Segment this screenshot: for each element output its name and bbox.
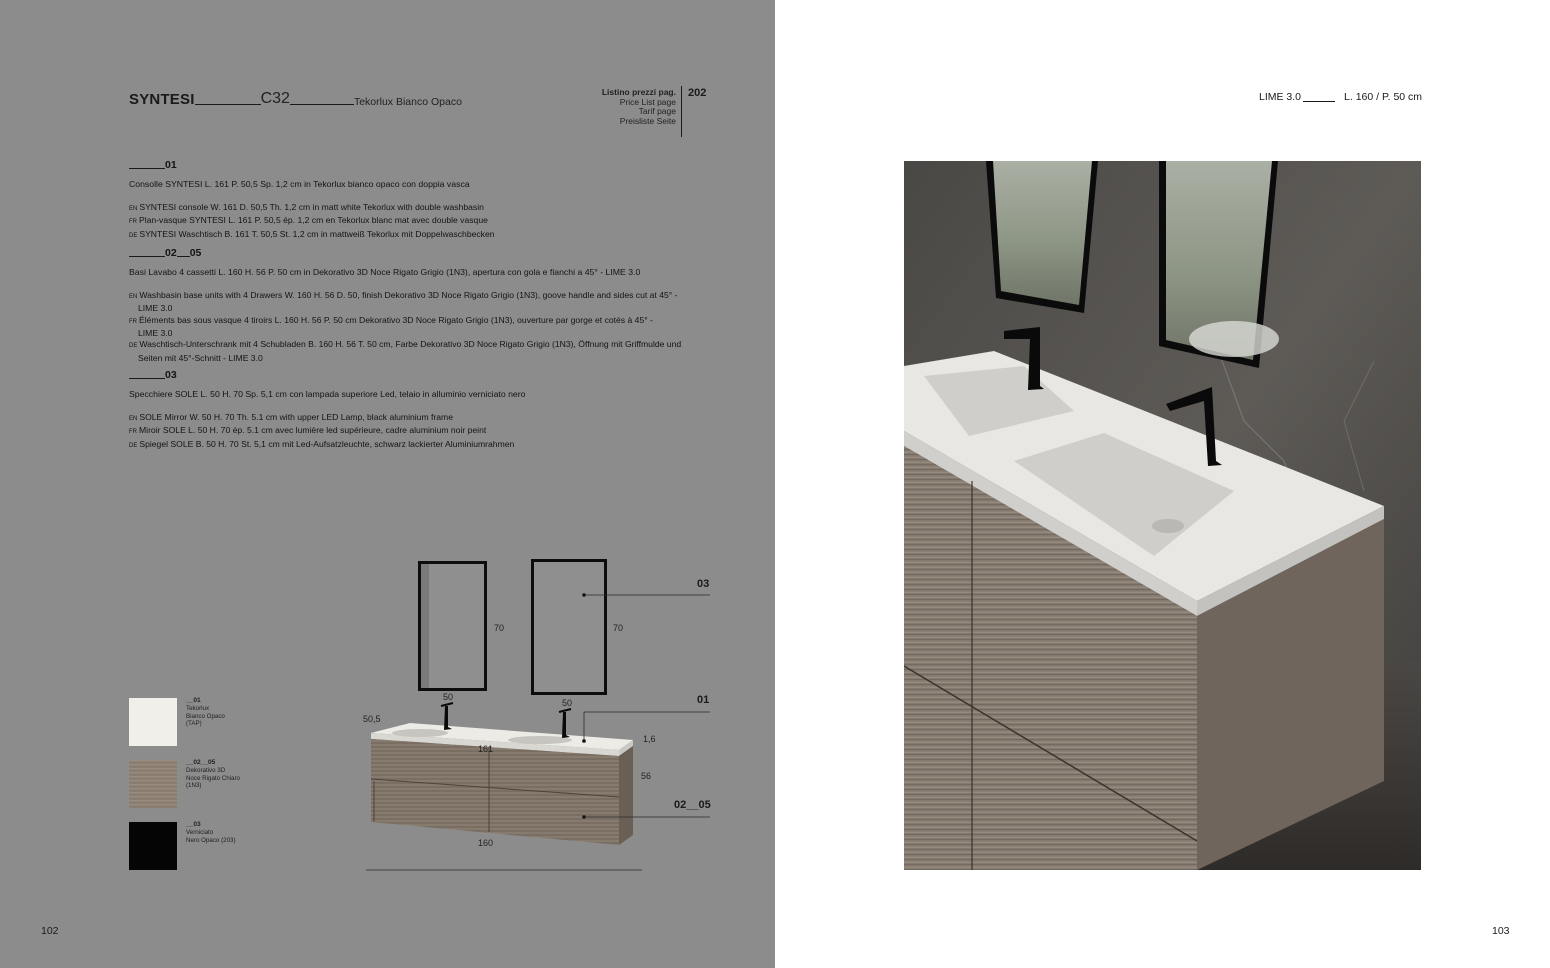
finish-name: Tekorlux Bianco Opaco [353, 96, 462, 108]
translation-text: SOLE Mirror W. 50 H. 70 Th. 5.1 cm with upper LED Lamp, black aluminium frame [139, 411, 453, 422]
translation-text: Miroir SOLE L. 50 H. 70 ép. 5.1 cm avec lumière led supérieure, cadre aluminium noir peint [139, 425, 487, 436]
swatch-text: (1N3) [186, 782, 202, 790]
lang-code: DE [129, 343, 138, 350]
swatch-text: Tekorlux [186, 704, 210, 712]
dim-thickness: 1,6 [643, 734, 656, 744]
lang-code: FR [129, 318, 137, 325]
lang-code: FR [129, 219, 137, 226]
dim-mirror-width-left: 50 [443, 692, 454, 702]
translation-text: Waschtisch-Unterschrank mit 4 Schubladen B. 160 H. 56 T. 50 cm, Farbe Dekorativo 3D Noce Rigato Grigio (1N3), Öffnung mit Griffmulde und [139, 339, 682, 350]
translation-text: Éléments bas sous vasque 4 tiroirs L. 160 H. 56 P. 50 cm Dekorativo 3D Noce Rigato Grigio (1N3), ouverture par gorge et cotés à 45° - [139, 314, 653, 325]
translation-text: SYNTESI Waschtisch B. 161 T. 50,5 St. 1,2 cm in mattweiß Tekorlux mit Doppelwaschbecken [139, 228, 495, 239]
dim-mirror-height-right: 70 [613, 623, 624, 633]
swatch-text: Nero Opaco (203) [186, 836, 236, 844]
translation-text: SYNTESI console W. 161 D. 50,5 Th. 1,2 cm in matt white Tekorlux with double washbasin [139, 201, 484, 212]
composition-code: C32 [260, 90, 290, 107]
translation-text: Washbasin base units with 4 Drawers W. 160 H. 56 D. 50, finish Dekorativo 3D Noce Rigato Grigio (1N3), goove handle and sides cut at 45° - [139, 289, 678, 300]
mirror-left [418, 561, 487, 691]
dim-mirror-height-left: 70 [494, 623, 505, 633]
section-description-it: Consolle SYNTESI L. 161 P. 50,5 Sp. 1,2 cm in Tekorlux bianco opaco con doppia vasca [129, 179, 470, 190]
lang-code: DE [129, 442, 138, 449]
listino-de: Preisliste Seite [619, 115, 676, 126]
price-list-page-number: 202 [688, 87, 707, 99]
product-photo [904, 161, 1421, 870]
translation-text: Plan-vasque SYNTESI L. 161 P. 50,5 ép. 1,2 cm en Tekorlux blanc mat avec double vasque [139, 215, 488, 226]
lang-code: EN [129, 293, 138, 300]
brand-name: SYNTESI [129, 91, 195, 108]
dim-base-height: 56 [641, 771, 652, 781]
lang-code: DE [129, 232, 138, 239]
translation-text: Spiegel SOLE B. 50 H. 70 St. 5,1 cm mit Led-Aufsatzleuchte, schwarz lackierter Aluminiumrahmen [139, 438, 515, 449]
model-name: LIME 3.0 [1259, 91, 1302, 103]
dim-mirror-width-right: 50 [562, 698, 573, 708]
lang-code: FR [129, 429, 137, 436]
mirror-right [531, 559, 607, 695]
section-number-text: 02 [165, 247, 177, 259]
header-rule [1303, 101, 1335, 102]
swatch-text: Dekorativo 3D [186, 766, 226, 774]
translation-text: LIME 3.0 [138, 303, 173, 314]
dim-console-width: 161 [478, 744, 494, 754]
section-description-it: Specchiere SOLE L. 50 H. 70 Sp. 5,1 cm con lampada superiore Led, telaio in alluminio verniciato nero [129, 389, 526, 400]
swatch-text: Verniciato [186, 828, 214, 836]
section-number-text: 05 [189, 247, 202, 259]
lang-code: EN [129, 415, 138, 422]
page-number-left: 102 [41, 925, 59, 937]
swatch-text: Bianco Opaco [186, 712, 225, 720]
section-number-text: 03 [165, 369, 177, 381]
section-number-text: 01 [165, 159, 177, 171]
listino-it: Listino prezzi pag. [601, 87, 676, 97]
model-size: L. 160 / P. 50 cm [1344, 91, 1423, 103]
dim-depth: 50,5 [363, 714, 381, 724]
swatch-id: __01 [186, 697, 201, 704]
swatch-id: __03 [186, 821, 201, 828]
translation-text: Seiten mit 45°-Schnitt - LIME 3.0 [138, 352, 263, 363]
lang-code: EN [129, 205, 138, 212]
dim-base-width: 160 [478, 838, 494, 848]
callout-01: 01 [697, 694, 710, 706]
section-description-it: Basi Lavabo 4 cassetti L. 160 H. 56 P. 50 cm in Dekorativo 3D Noce Rigato Grigio (1N3), apertura con gola e fianchi a 45° - LIME 3.0 [129, 267, 641, 278]
page-number-right: 103 [1492, 925, 1510, 937]
right-header [1259, 91, 1422, 103]
vanity-unit [371, 703, 633, 845]
product-photo-illustration [904, 161, 1421, 870]
swatch-text: (TAP) [186, 720, 202, 728]
callout-02-05: 02__05 [674, 799, 711, 811]
listino-fr: Tarif page [638, 106, 676, 116]
callout-03: 03 [697, 578, 710, 590]
translation-text: LIME 3.0 [138, 328, 173, 339]
swatch-id: __02__05 [186, 759, 216, 766]
swatch-text: Noce Rigato Chiaro [186, 774, 240, 782]
listino-en: Price List page [619, 96, 676, 107]
